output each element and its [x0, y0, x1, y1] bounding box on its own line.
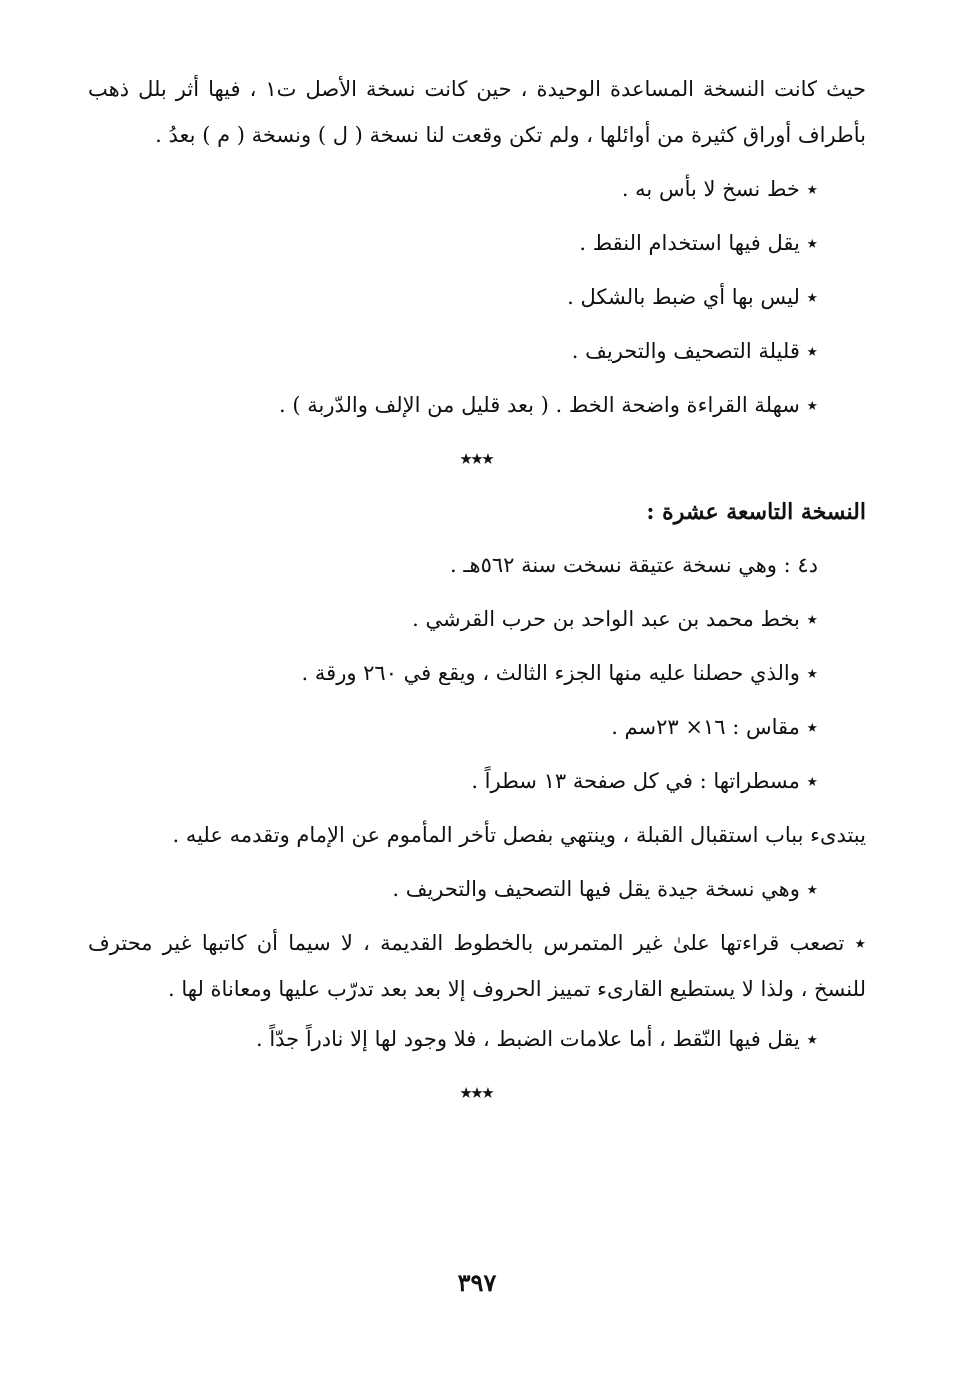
section-separator: ٭٭٭	[460, 446, 494, 470]
document-page	[88, 66, 866, 1394]
section-details	[88, 538, 866, 808]
first-list	[88, 162, 866, 432]
list-item: ٭ يقل فيها استخدام النقط .	[579, 231, 818, 255]
list-item: ٭ بخط محمد بن عبد الواحد بن حرب القرشي .	[412, 607, 818, 631]
list-item: ٭ خط نسخ لا بأس به .	[621, 177, 818, 201]
section-title: النسخة التاسعة عشرة :	[646, 499, 866, 525]
list-item: ٭ مقاس : ١٦× ٢٣سم .	[611, 715, 818, 739]
difficulty-paragraph: ٭ تصعب قراءتها علىٰ غير المتمرس بالخطوط القديمة ، لا سيما أن كاتبها غير محترف للنسخ ، ولذا لا يستطيع القارىء تمييز الحروف إلا بعد بعد تدرّب عليها ومعاناة لها .	[88, 931, 866, 1001]
list-item: ٭ والذي حصلنا عليه منها الجزء الثالث ، ويقع في ٢٦٠ ورقة .	[301, 661, 818, 685]
list-item: ٭ وهي نسخة جيدة يقل فيها التصحيف والتحريف .	[392, 877, 818, 901]
list-item: ٭ سهلة القراءة واضحة الخط . ( بعد قليل من الإلف والدّربة ) .	[279, 393, 818, 417]
page-number: ٣٩٧	[457, 1268, 497, 1297]
list-item: ٭ ليس بها أي ضبط بالشكل .	[567, 285, 818, 309]
list-item: د٤ : وهي نسخة عتيقة نسخت سنة ٥٦٢هـ .	[449, 553, 818, 577]
section-separator: ٭٭٭	[460, 1080, 494, 1104]
list-item: ٭ قليلة التصحيف والتحريف .	[571, 339, 818, 363]
intro-paragraph: حيث كانت النسخة المساعدة الوحيدة ، حين كانت نسخة الأصل ت١ ، فيها أثر بلل ذهب بأطراف أوراق كثيرة من أوائلها ، ولم تكن وقعت لنا نسخة ( ل ) ونسخة ( م ) بعدُ .	[88, 77, 867, 147]
content-range-line: يبتدىء بباب استقبال القبلة ، وينتهي بفصل تأخر المأموم عن الإمام وتقدمه عليه .	[172, 823, 866, 847]
list-item: ٭ يقل فيها النّقط ، أما علامات الضبط ، فلا وجود لها إلا نادراً جدّاً .	[255, 1027, 818, 1051]
list-item: ٭ مسطراتها : في كل صفحة ١٣ سطراً .	[471, 769, 818, 793]
